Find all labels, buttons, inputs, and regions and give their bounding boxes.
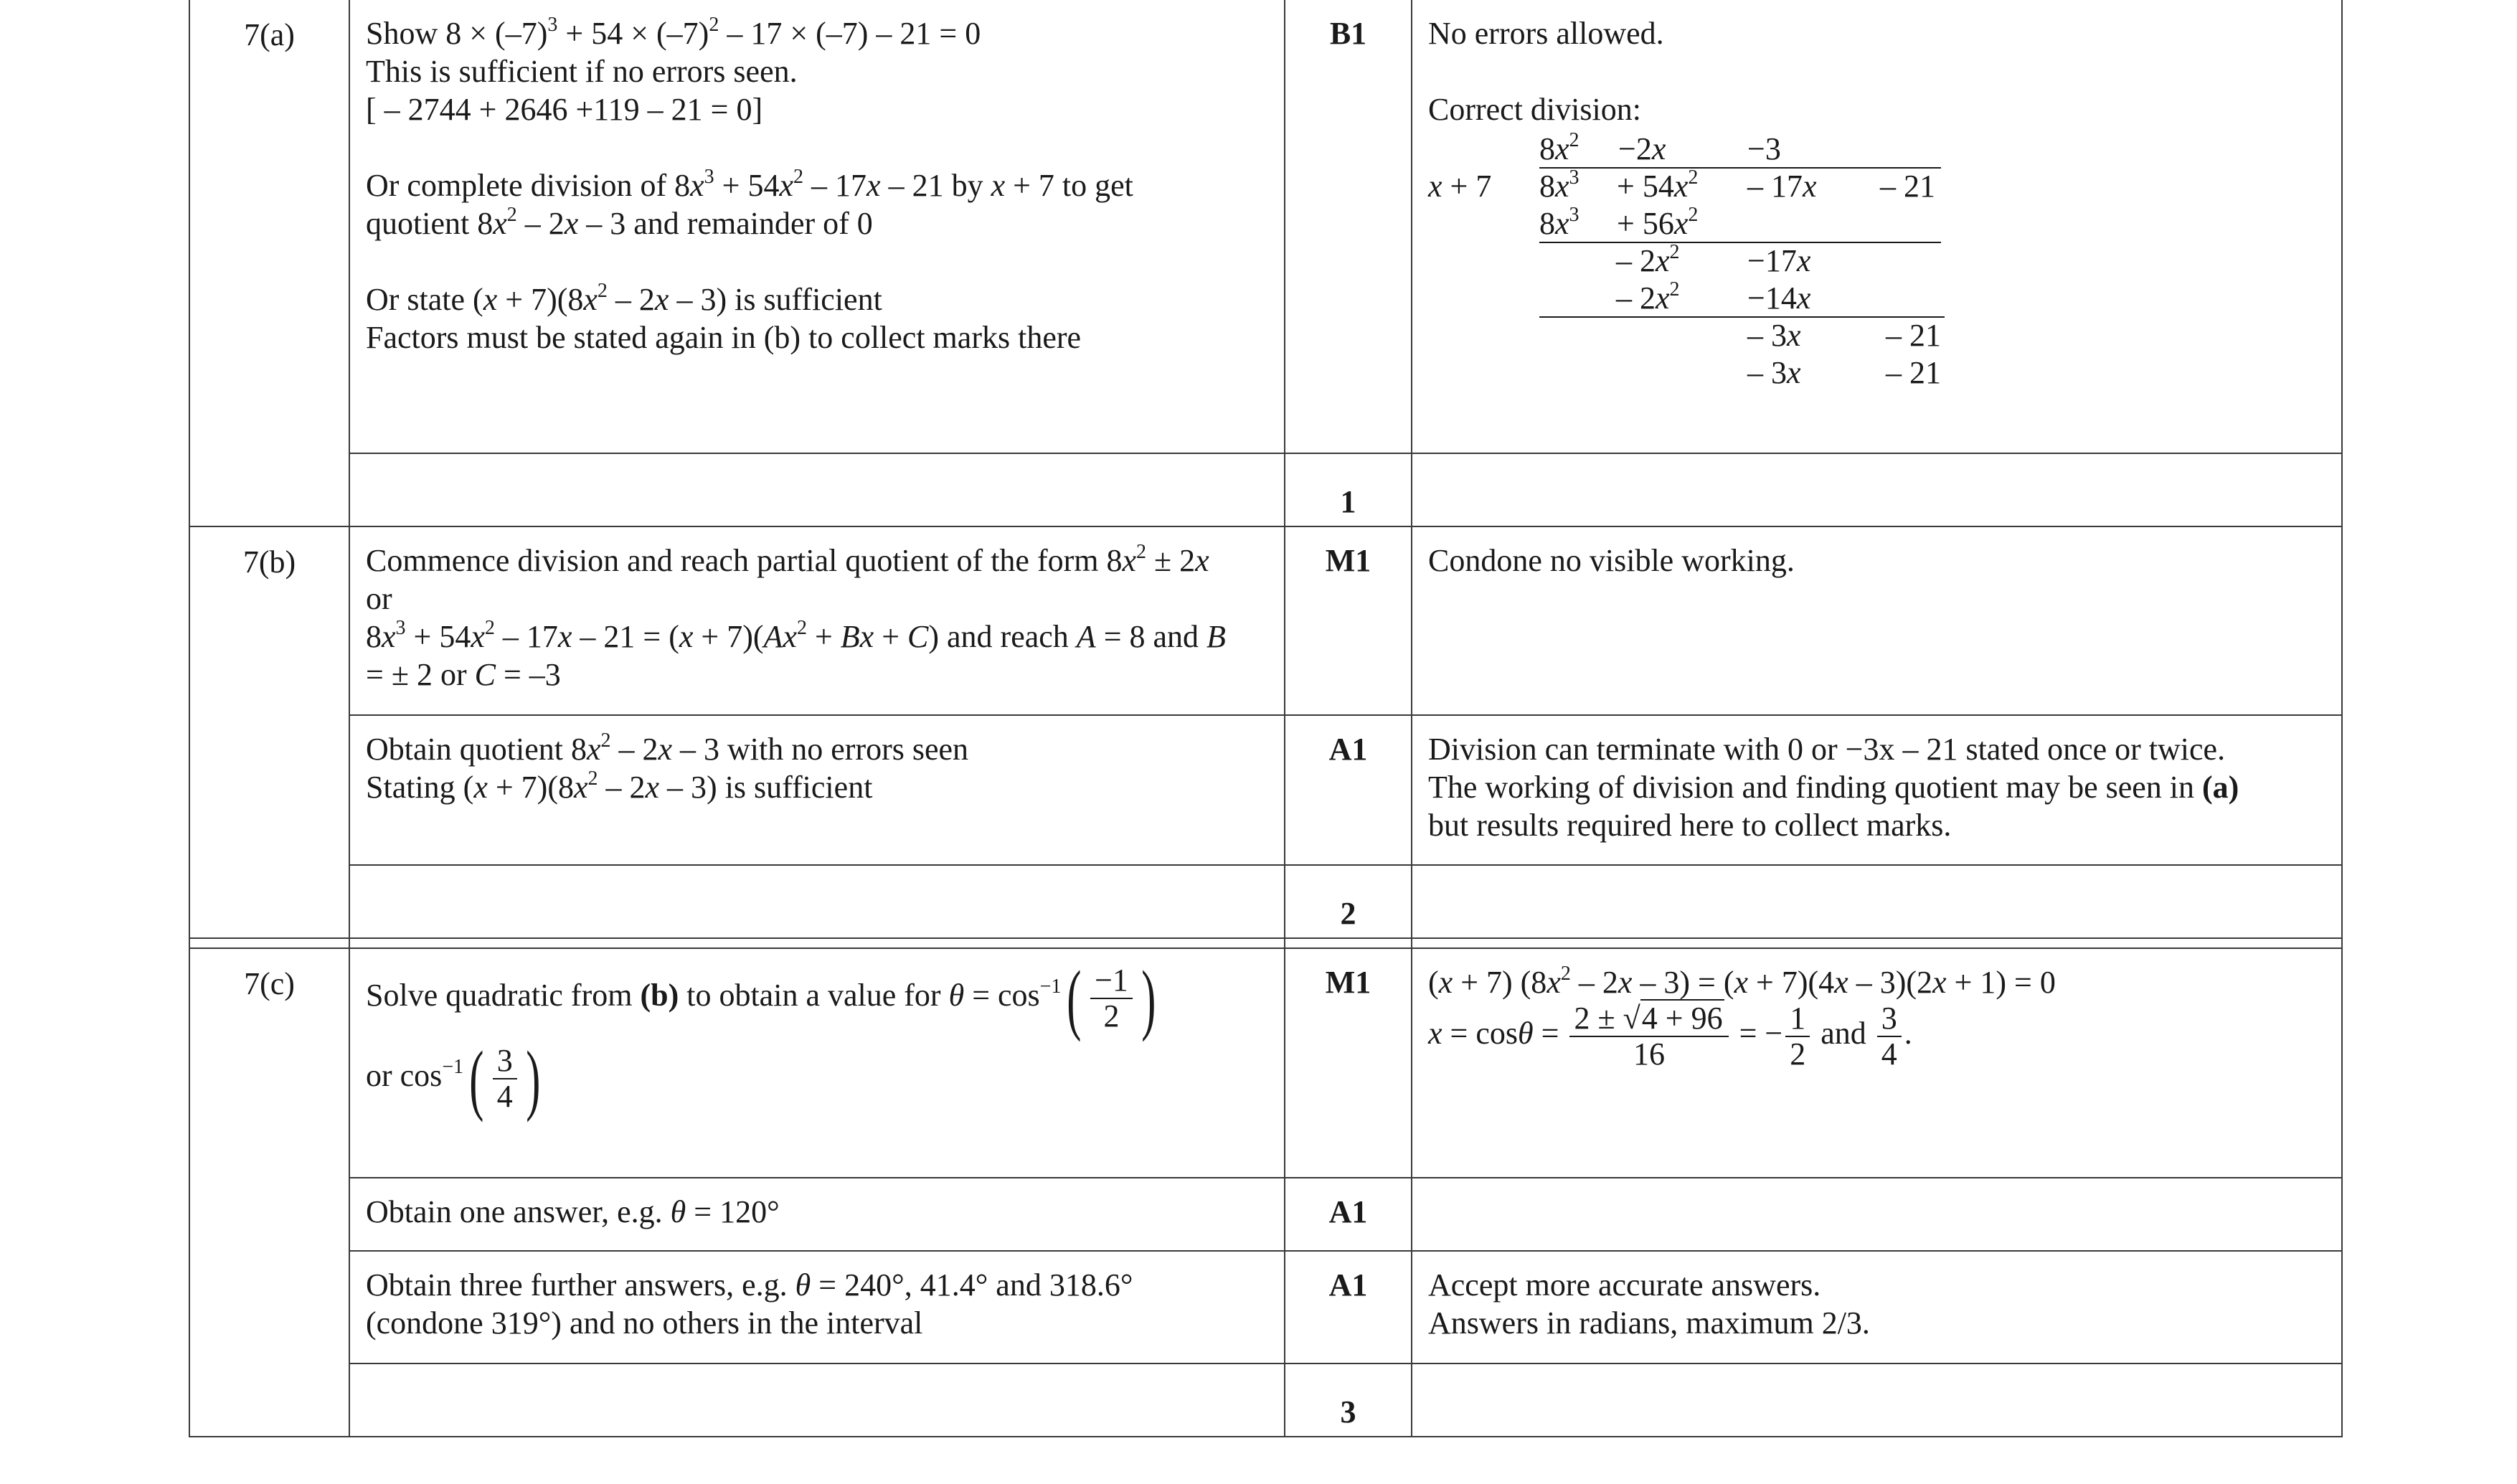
working-term: −17x xyxy=(1747,243,1811,278)
dividend-term: $8x^3$ xyxy=(1539,166,1579,204)
quotient-term: $8x^2$ xyxy=(1539,129,1579,166)
answer-line: Commence division and reach partial quotient of the form $8x^2 \pm 2x$ xyxy=(366,540,1209,578)
mark-cell xyxy=(1285,715,1412,865)
answer-cell xyxy=(349,715,1285,865)
row-7c-total xyxy=(189,1364,2342,1437)
question-cell-7a xyxy=(189,0,349,526)
guidance-line: Division can terminate with 0 or −3x – 21 stated once or twice. xyxy=(1428,731,2226,767)
row-7a-b1 xyxy=(189,0,2342,453)
total-mark: 3 xyxy=(1340,1394,1356,1429)
answer-line: Or complete division of $8x^3 + 54x^2 - 17x - 21$ by x + 7 to get xyxy=(366,166,1133,203)
total-mark: 2 xyxy=(1340,895,1356,931)
row-7c-m1 xyxy=(189,948,2342,1177)
answer-line: Show $8 \times (-7)^3 + 54 \times (-7)^2 - 17 \times (-7) - 21 = 0$ xyxy=(366,14,981,51)
answer-line: or xyxy=(366,580,392,616)
answer-line: [ – 2744 + 2646 +119 – 21 = 0] xyxy=(366,92,763,127)
row-7c-a1-further xyxy=(189,1251,2342,1364)
quotient-term: −2x xyxy=(1618,131,1666,166)
total-mark-cell xyxy=(1285,865,1412,938)
working-term: – 3x xyxy=(1747,355,1801,390)
row-7a-total xyxy=(189,453,2342,526)
guidance-line: Condone no visible working. xyxy=(1428,542,1795,578)
working-term: – $2x^2$ xyxy=(1616,278,1680,316)
working-term: −14x xyxy=(1747,280,1811,316)
question-label: 7(a) xyxy=(244,17,295,52)
answer-cell xyxy=(349,526,1285,715)
dividend-term: + $54x^2$ xyxy=(1617,166,1699,204)
mark-scheme-table xyxy=(189,0,2343,1437)
divisor: x + 7 xyxy=(1428,169,1492,204)
mark-code: B1 xyxy=(1329,16,1367,51)
guidance-line: The working of division and finding quotient may be seen in (a) xyxy=(1428,769,2239,805)
guidance-cell xyxy=(1412,0,2342,453)
mark-cell xyxy=(1285,1251,1412,1364)
working-term: – 21 xyxy=(1886,318,1941,353)
answer-line: $8x^3 + 54x^2 - 17x - 21 = (x + 7)(Ax^2 + Bx + C)$ and reach A = 8 and B xyxy=(366,616,1226,654)
dividend-term: – 21 xyxy=(1880,169,1935,204)
dividend-term: – 17x xyxy=(1747,169,1817,204)
total-mark: 1 xyxy=(1340,483,1356,519)
mark-cell xyxy=(1285,1178,1412,1251)
working-term: – 21 xyxy=(1886,355,1941,390)
mark-code: A1 xyxy=(1328,1194,1368,1229)
mark-cell xyxy=(1285,948,1412,1177)
row-7b-m1 xyxy=(189,526,2342,715)
guidance-cell xyxy=(1412,715,2342,865)
guidance-line: No errors allowed. xyxy=(1428,16,1664,51)
guidance-line: Correct division: xyxy=(1428,92,1641,127)
mark-code: A1 xyxy=(1328,1267,1368,1303)
working-term: – 3x xyxy=(1747,318,1801,353)
mark-cell xyxy=(1285,0,1412,453)
question-cell-7c xyxy=(189,948,349,1437)
answer-cell xyxy=(349,1251,1285,1364)
answer-line: = ± 2 or C = –3 xyxy=(366,656,561,692)
guidance-cell xyxy=(1412,948,2342,1177)
answer-line: Obtain one answer, e.g. θ = 120° xyxy=(366,1194,780,1229)
guidance-line: (x + 7) $(8x^2 - 2x - 3) = (x + 7)(4x - 3)(2x + 1) = 0$ xyxy=(1428,963,2056,1001)
answer-line: Or state $(x + 7)(8x^2 - 2x - 3)$ is sufficient xyxy=(366,280,882,317)
section-separator xyxy=(189,938,2342,948)
answer-line: Obtain three further answers, e.g. θ = 240°, 41.4° and 318.6° xyxy=(366,1267,1133,1303)
working-rule xyxy=(1539,316,1945,318)
question-label: 7(c) xyxy=(244,966,295,1002)
answer-line: Factors must be stated again in (b) to collect marks there xyxy=(366,320,1082,355)
row-7b-a1 xyxy=(189,715,2342,865)
mark-code: M1 xyxy=(1325,965,1371,1001)
guidance-cell xyxy=(1412,1251,2342,1364)
guidance-line: x = cosθ = $\frac{2 \pm √4 + 96}{16}$ = − $\frac{1}{2}$ and $\frac{3}{4}$ . xyxy=(1428,1001,1912,1072)
quotient-term: −3 xyxy=(1747,131,1781,166)
guidance-line: Accept more accurate answers. xyxy=(1428,1267,1821,1303)
working-term: $8x^3$ xyxy=(1539,204,1579,241)
guidance-cell xyxy=(1412,526,2342,715)
answer-line: Obtain quotient $8x^2 - 2x - 3$ with no errors seen xyxy=(366,729,969,767)
mark-cell xyxy=(1285,526,1412,715)
row-7b-total xyxy=(189,865,2342,938)
total-mark-cell xyxy=(1285,453,1412,526)
mark-code: M1 xyxy=(1325,542,1371,578)
answer-line: or $\cos^{-1}$ ( $\frac{3}{4}$ ) xyxy=(366,1035,541,1123)
answer-line: quotient $8x^2 - 2x - 3$ and remainder of 0 xyxy=(366,204,873,241)
long-division xyxy=(1428,130,2325,402)
row-7c-a1 xyxy=(189,1178,2342,1251)
guidance-line: Answers in radians, maximum 2/3. xyxy=(1428,1305,1870,1341)
working-rule xyxy=(1539,242,1941,243)
answer-line: This is sufficient if no errors seen. xyxy=(366,54,798,89)
question-label: 7(b) xyxy=(242,544,296,580)
total-mark-cell xyxy=(1285,1364,1412,1437)
working-term: + $56x^2$ xyxy=(1617,204,1699,241)
question-cell-7b xyxy=(189,526,349,938)
answer-cell xyxy=(349,0,1285,453)
working-term: – $2x^2$ xyxy=(1616,241,1680,278)
answer-cell xyxy=(349,948,1285,1177)
answer-line: Solve quadratic from (b) to obtain a value for $\theta = \cos^{-1}$ ( $\frac{-1}{2}$ ) xyxy=(366,955,1156,1043)
answer-cell xyxy=(349,1178,1285,1251)
mark-code: A1 xyxy=(1328,731,1368,767)
answer-line: (condone 319°) and no others in the interval xyxy=(366,1305,923,1341)
guidance-line: but results required here to collect marks. xyxy=(1428,807,1952,843)
answer-line: Stating $(x + 7)(8x^2 - 2x - 3)$ is sufficient xyxy=(366,767,873,805)
